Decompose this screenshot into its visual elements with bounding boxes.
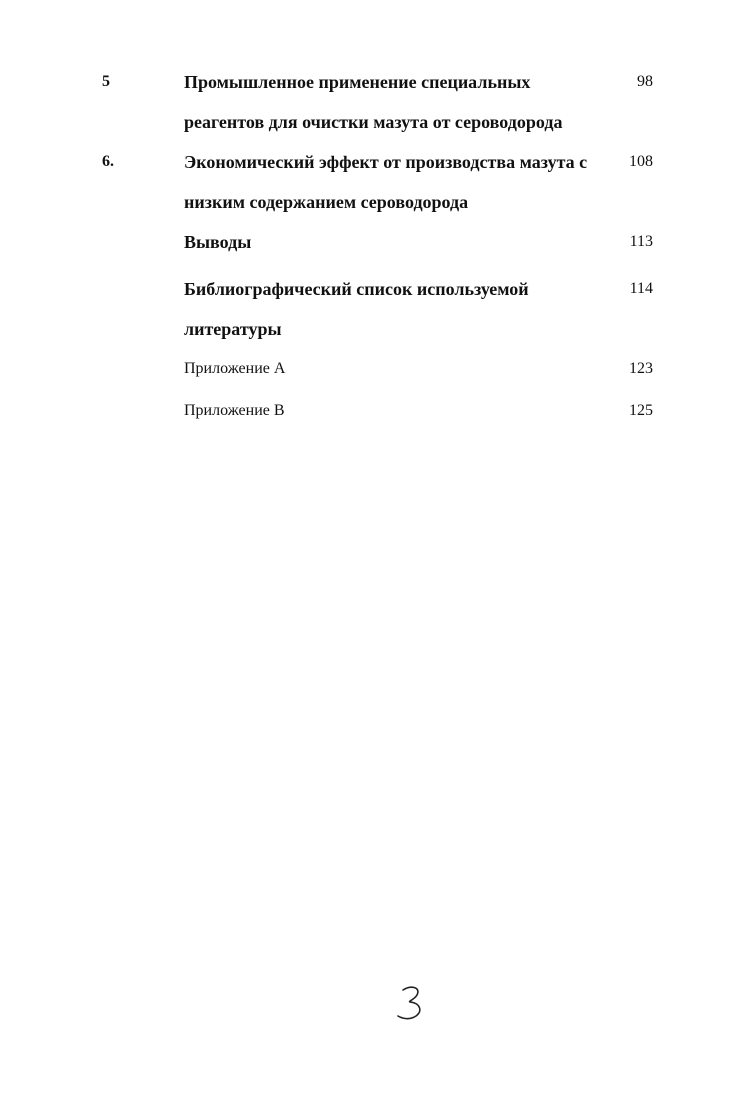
toc-entry-number: 6. [102,153,114,170]
toc-entry-page: 123 [629,360,653,377]
toc-entry-title: Приложение В [184,402,285,419]
handwritten-page-number [394,984,434,1024]
toc-entry-title: Выводы [184,232,252,252]
toc-entry-page: 108 [629,153,653,170]
toc-entry-page: 113 [629,233,653,250]
toc-entry-page: 98 [637,73,653,90]
toc-entry-title: Приложение А [184,360,286,377]
toc-entry-page: 114 [629,280,653,297]
toc-entry-number: 5 [102,73,110,90]
toc-entry-title: Промышленное применение специальных реагентов для очистки мазута от сероводорода [184,72,563,132]
toc-entry-page: 125 [629,402,653,419]
toc-entry-title: Библиографический список используемой литературы [184,279,529,339]
toc-entry-title: Экономический эффект от производства мазута с низким содержанием сероводорода [184,152,588,212]
